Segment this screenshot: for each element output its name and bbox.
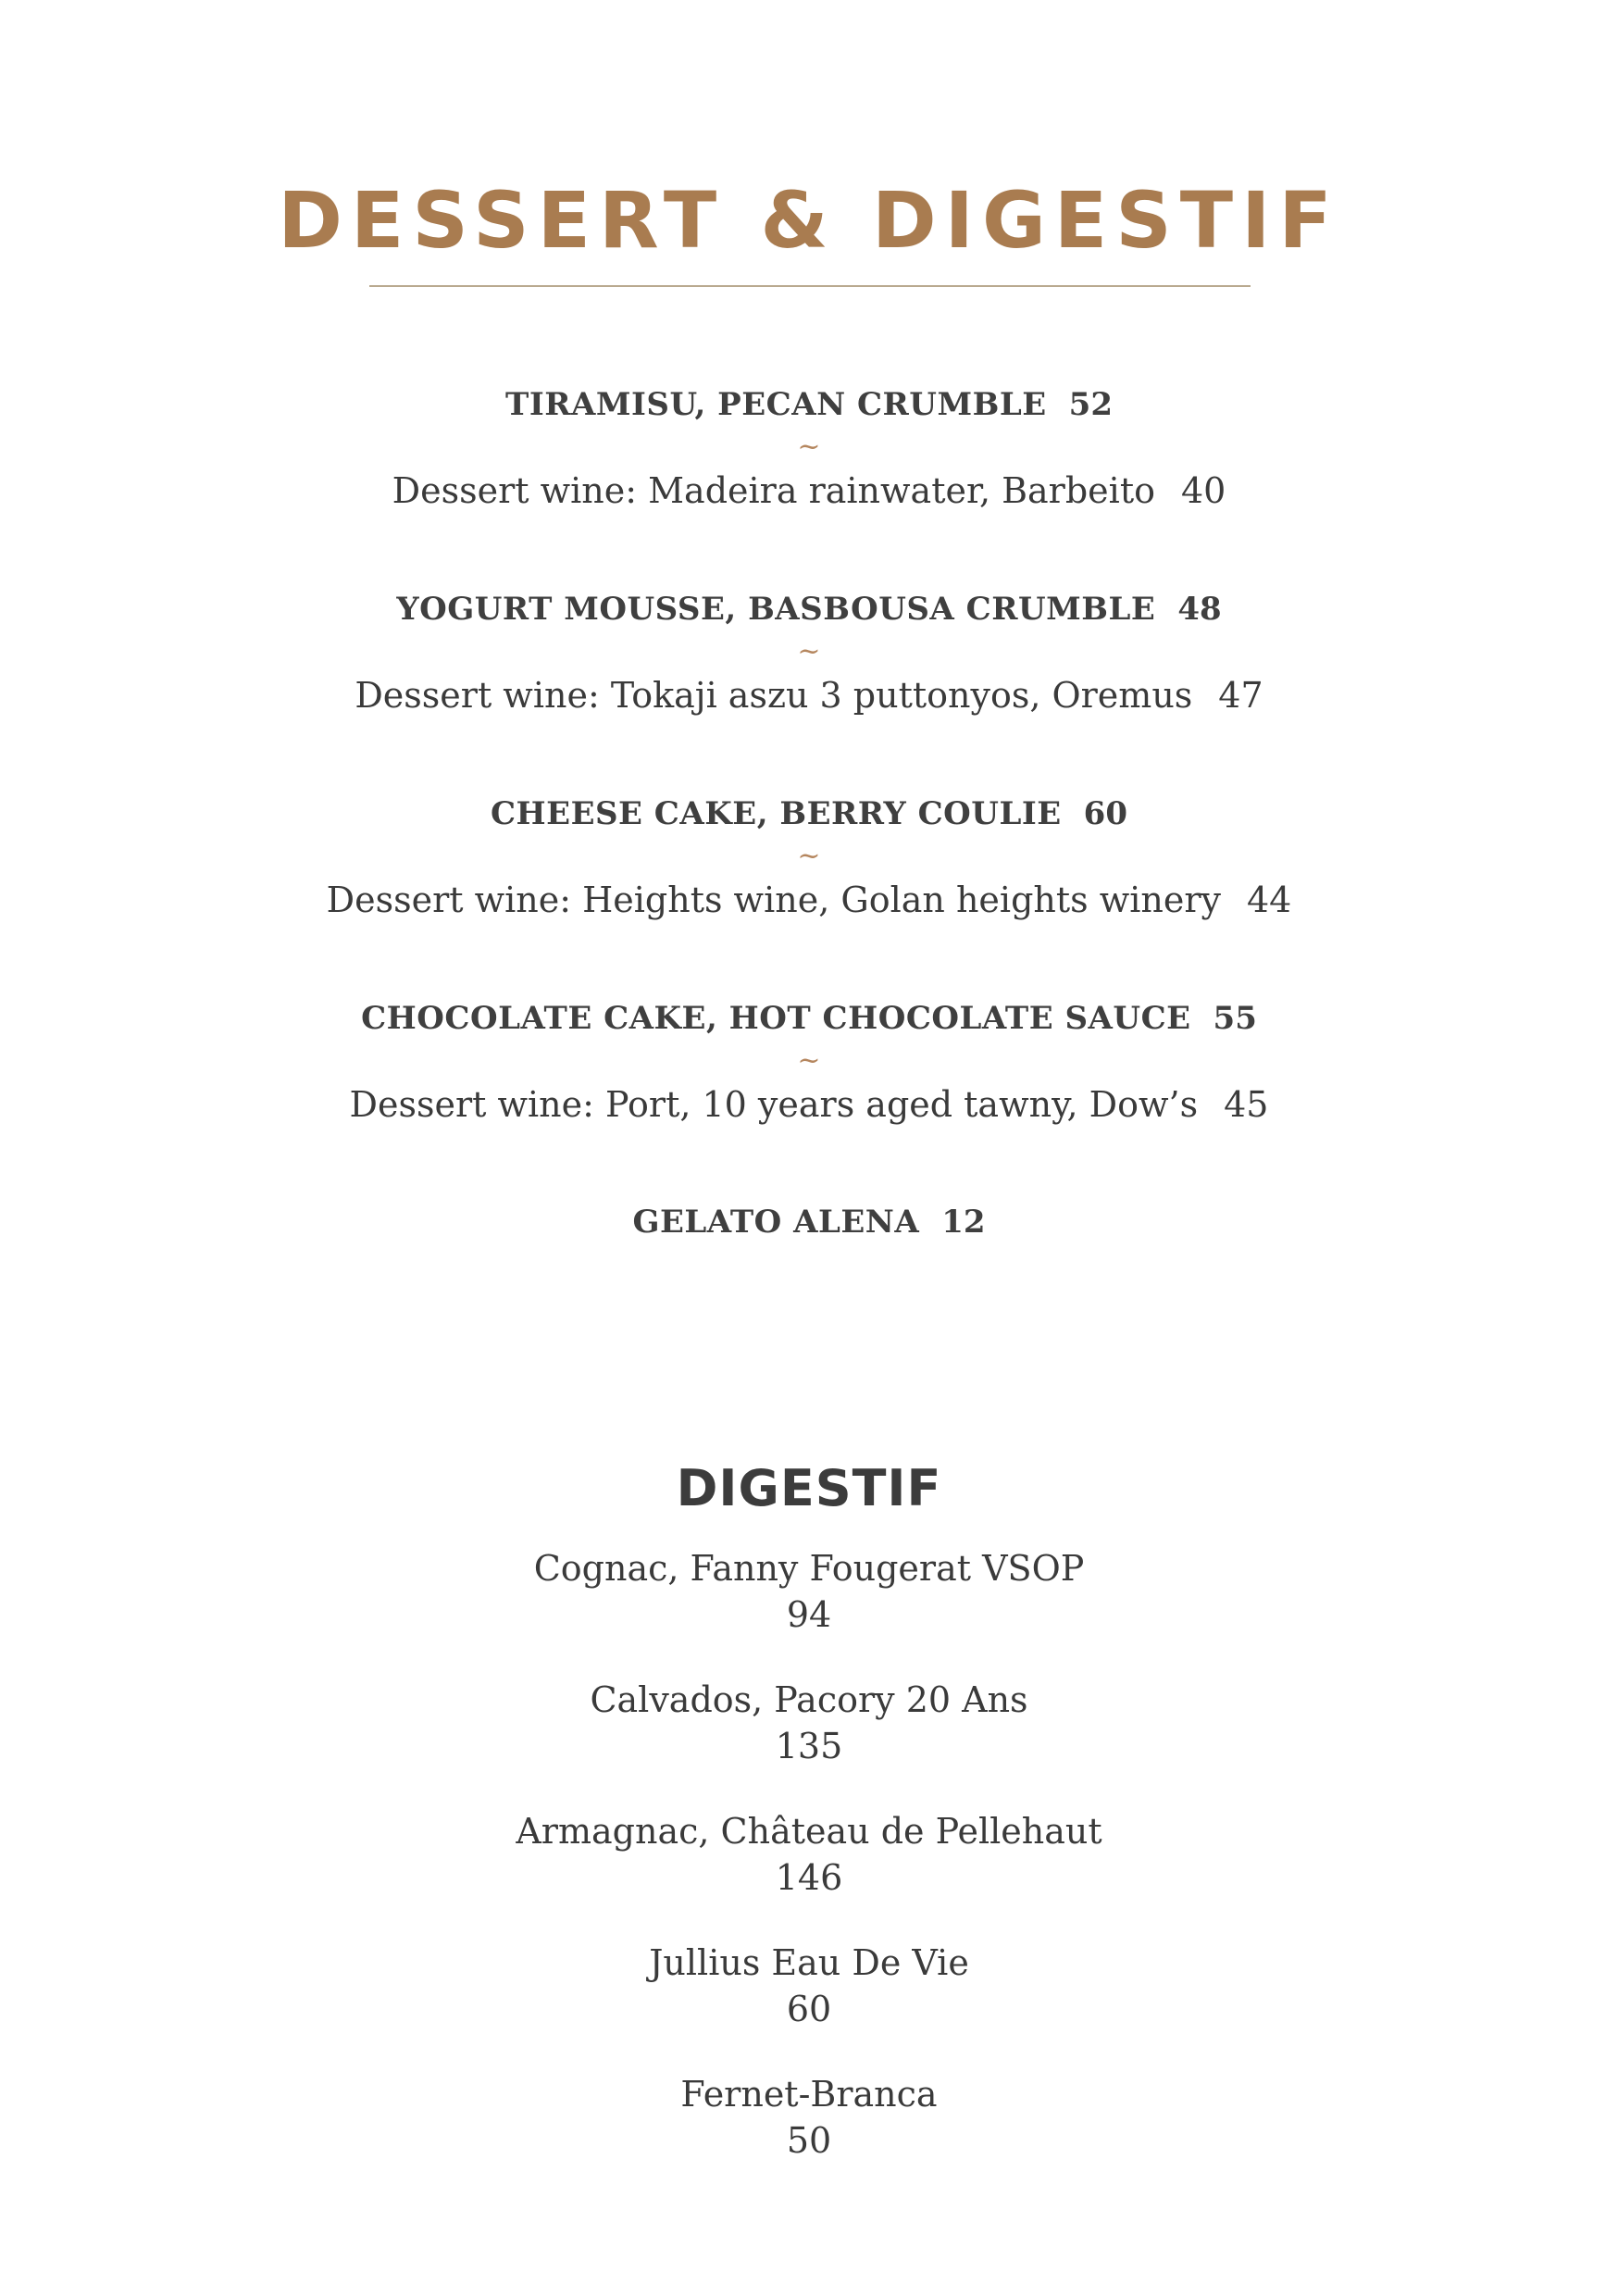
dish-price: 12: [941, 1204, 986, 1241]
digestif-price: 94: [786, 1594, 832, 1635]
tilde-separator: ~: [797, 635, 821, 668]
wine-price: 45: [1224, 1084, 1269, 1125]
digestif-price: 135: [775, 1726, 843, 1766]
dish-line: [0, 587, 1618, 631]
digestif-item: [0, 1940, 1618, 2032]
tilde-separator: ~: [797, 430, 821, 463]
dessert-item: [0, 996, 1618, 1128]
digestif-price: 50: [786, 2120, 832, 2161]
dish-line: [0, 792, 1618, 836]
dessert-item: [0, 792, 1618, 923]
dish-line: [0, 996, 1618, 1041]
dish-name: GELATO ALENA: [632, 1204, 920, 1241]
digestif-name: Cognac, Fanny Fougerat VSOP: [533, 1548, 1085, 1589]
wine-pairing: [0, 672, 1618, 718]
dessert-item: [0, 382, 1618, 514]
digestif-price: 60: [786, 1989, 832, 2029]
digestif-item: [0, 1677, 1618, 1769]
dish-price: 52: [1068, 386, 1113, 423]
digestif-price: 146: [775, 1857, 843, 1898]
dish-line: [0, 382, 1618, 427]
title-divider: [369, 285, 1251, 287]
dish-line: [0, 1200, 1618, 1244]
dish-price: 55: [1213, 1000, 1257, 1037]
wine-price: 44: [1247, 880, 1292, 920]
digestif-name: Jullius Eau De Vie: [649, 1942, 969, 1983]
dessert-item: [0, 587, 1618, 718]
wine-name: Dessert wine: Heights wine, Golan heights winery: [326, 880, 1221, 920]
dish-name: CHEESE CAKE, BERRY COULIE: [490, 795, 1062, 832]
digestif-name: Fernet-Branca: [680, 2074, 938, 2115]
tilde-separator: ~: [797, 840, 821, 872]
dish-price: 48: [1177, 591, 1222, 628]
wine-price: 47: [1218, 675, 1263, 716]
dish-name: TIRAMISU, PECAN CRUMBLE: [505, 386, 1047, 423]
page-title: DESSERT & DIGESTIF: [278, 175, 1340, 267]
wine-price: 40: [1180, 470, 1226, 511]
digestif-item: [0, 2071, 1618, 2164]
wine-pairing: [0, 468, 1618, 514]
wine-name: Dessert wine: Tokaji aszu 3 puttonyos, Oremus: [355, 675, 1193, 716]
dish-name: YOGURT MOUSSE, BASBOUSA CRUMBLE: [396, 591, 1156, 628]
digestif-name: Armagnac, Château de Pellehaut: [516, 1811, 1102, 1852]
dish-name: CHOCOLATE CAKE, HOT CHOCOLATE SAUCE: [361, 1000, 1191, 1037]
digestif-item: [0, 1808, 1618, 1901]
dessert-item: [0, 1200, 1618, 1244]
digestif-section-title: DIGESTIF: [676, 1458, 942, 1517]
tilde-separator: ~: [797, 1044, 821, 1077]
digestif-name: Calvados, Pacory 20 Ans: [590, 1679, 1028, 1720]
wine-pairing: [0, 877, 1618, 923]
wine-name: Dessert wine: Madeira rainwater, Barbeito: [392, 470, 1155, 511]
wine-name: Dessert wine: Port, 10 years aged tawny, Dow’s: [349, 1084, 1199, 1125]
wine-pairing: [0, 1081, 1618, 1128]
digestif-item: [0, 1545, 1618, 1638]
dish-price: 60: [1083, 795, 1127, 832]
